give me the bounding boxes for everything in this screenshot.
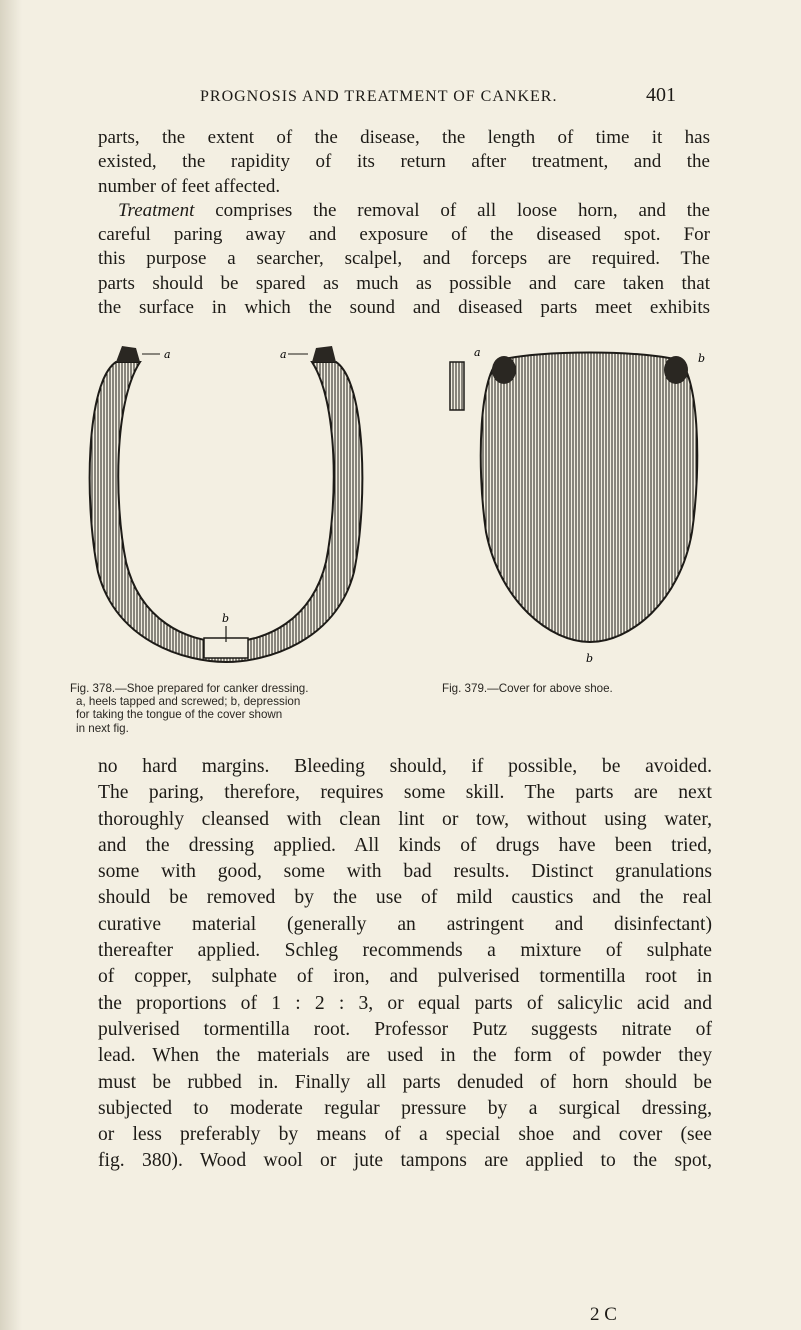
fig379-label-b-top: b [698, 352, 706, 365]
top-paragraph [98, 126, 710, 320]
fig378-label-a-right: a [280, 348, 287, 361]
shoe-cover-illustration [440, 342, 740, 677]
text-line: the surface in which the sound and diseased parts meet exhibits [98, 297, 710, 319]
page-number: 401 [646, 84, 676, 106]
signature-mark: 2 C [590, 1304, 617, 1325]
text-line: thereafter applied. Schleg recommends a mixture of sulphate [98, 940, 712, 962]
text-line: curative material (generally an astringent and disinfectant) [98, 913, 712, 935]
text-line: this purpose a searcher, scalpel, and forceps are required. The [98, 248, 710, 270]
text-line: the proportions of 1 : 2 : 3, or equal parts of salicylic acid and [98, 992, 712, 1014]
text-line: subjected to moderate regular pressure by a surgical dressing, [98, 1097, 712, 1119]
text-fragment: comprises the removal of all loose horn, and the [194, 199, 710, 221]
caption-line: in next fig. [76, 721, 129, 735]
left-clip [492, 356, 516, 384]
text-line: or less preferably by means of a special shoe and cover (see [98, 1124, 712, 1146]
caption-line: a, heels tapped and screwed; b, depression [76, 695, 301, 709]
left-heel-cap [116, 346, 140, 362]
text-line: of copper, sulphate of iron, and pulverised tormentilla root in [98, 966, 712, 988]
text-line: parts, the extent of the disease, the length of time it has [98, 127, 710, 148]
text-line: and the dressing applied. All kinds of drugs have been tried, [98, 834, 712, 856]
fig379-label-b-bottom: b [586, 652, 594, 665]
text-line: should be removed by the use of mild caustics and the real [98, 887, 712, 909]
text-line: fig. 380). Wood wool or jute tampons are applied to the spot, [98, 1150, 712, 1172]
text-line: The paring, therefore, requires some skill. The parts are next [98, 782, 712, 804]
text-line: number of feet affected. [98, 175, 281, 197]
running-title: PROGNOSIS AND TREATMENT OF CANKER. [200, 88, 558, 105]
right-clip [664, 356, 688, 384]
text-line: must be rubbed in. Finally all parts denuded of horn should be [98, 1071, 712, 1093]
cover-plate [481, 353, 698, 643]
right-heel-cap [312, 346, 336, 362]
caption-line: for taking the tongue of the cover shown [76, 708, 283, 722]
text-line [98, 199, 710, 223]
bottom-paragraph [98, 754, 712, 1175]
fig378-label-a-left: a [164, 348, 171, 361]
text-line: parts should be spared as much as possible and care taken that [98, 272, 710, 294]
text-line: existed, the rapidity of its return after treatment, and the [98, 151, 710, 173]
text-line: careful paring away and exposure of the diseased spot. For [98, 224, 710, 246]
caption-line: Fig. 378.—Shoe prepared for canker dressing. [70, 682, 309, 695]
text-line: no hard margins. Bleeding should, if possible, be avoided. [98, 756, 712, 777]
cover-tongue [450, 362, 464, 410]
horseshoe-illustration [76, 342, 376, 677]
fig378-label-b: b [222, 612, 230, 625]
gutter-shadow [0, 0, 22, 1330]
fig379-label-a: a [474, 346, 481, 359]
text-line: thoroughly cleansed with clean lint or tow, without using water, [98, 808, 712, 830]
fig378-caption [70, 682, 370, 735]
treatment-emphasis: Treatment [118, 199, 195, 221]
text-line: some with good, some with bad results. Distinct granulations [98, 861, 712, 883]
text-line: pulverised tormentilla root. Professor Putz suggests nitrate of [98, 1018, 712, 1040]
text-line: lead. When the materials are used in the form of powder they [98, 1045, 712, 1067]
fig379-caption: Fig. 379.—Cover for above shoe. [442, 682, 613, 695]
